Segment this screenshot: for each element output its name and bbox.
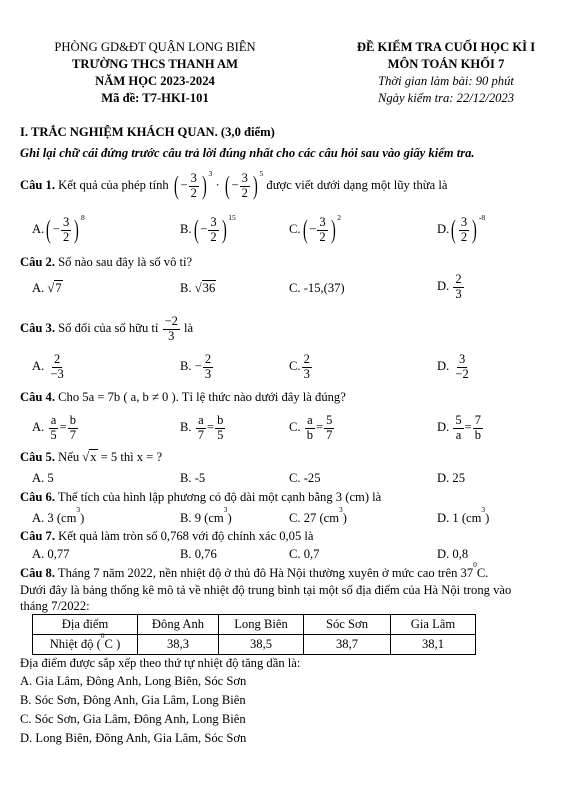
question-label: Câu 7. [20,529,55,543]
exam-duration: Thời gian làm bài: 90 phút [378,74,514,88]
multiply-dot: · [215,178,220,193]
q3-option-a: A. $\frac{2}{-3}$ [32,352,64,381]
table-cell: Nhiệt độ ($^0$C ) [33,635,138,655]
q8-option-b: B. Sóc Sơn, Đông Anh, Gia Lâm, Long Biên [20,693,246,707]
q7-option-d: D. 0,8 [437,547,469,561]
minus-sign: − [231,178,239,193]
q1-option-c: C.( − $\frac{3}{2}$ ) $^2$ [289,212,342,245]
table-cell: 38,1 [391,635,476,655]
question-text-end: được viết dưới dạng một lũy thừa là [266,178,448,193]
table-cell: Long Biên [219,615,304,635]
exam-title: ĐỀ KIỂM TRA CUỐI HỌC KÌ I [356,40,536,54]
question-text: Thể tích của hình lập phương có độ dài một cạnh bằng 3 (cm) là [57,490,382,504]
question-8-line2: Dưới đây là bảng thống kê mô tả về nhiệt độ trung bình tại một số địa điểm của Hà Nội trong vào [20,583,512,597]
table-cell: Gia Lâm [391,615,476,635]
q8-option-d: D. Long Biên, Đông Anh, Gia Lâm, Sóc Sơn [20,731,247,745]
question-4 [20,390,346,405]
department-name: PHÒNG GD&ĐT QUẬN LONG BIÊN [54,40,256,54]
q8-option-a: A. Gia Lâm, Đông Anh, Long Biên, Sóc Sơn [20,674,247,688]
exponent: 5 [259,168,264,178]
temperature-table [32,614,476,655]
q7-option-c: C. 0,7 [289,547,320,561]
q8-option-c: C. Sóc Sơn, Gia Lâm, Đông Anh, Long Biên [20,712,246,726]
q4-option-c: C. $\frac{a}{b}$ = $\frac{5}{7}$ [289,413,333,442]
q6-option-c: C. 27 $(cm^3)$ [289,505,347,526]
table-cell: 38,3 [138,635,219,655]
section-instruction: Ghi lại chữ cái đứng trước câu trả lời đúng nhất cho các câu hỏi sau vào giấy kiểm tra. [20,146,475,160]
question-3: Câu 3. Số đối của số hữu tỉ $\frac{-2}{3}$ là [20,314,194,343]
question-7 [20,529,314,544]
q2-option-b: B. √36 [180,281,216,295]
question-label: Câu 6. [20,490,55,504]
q4-option-d: D. $\frac{5}{a}$ = $\frac{7}{b}$ [437,413,482,442]
q2-option-d: D. $\frac{2}{3}$ [437,272,462,301]
q3-option-b: B. − $\frac{2}{3}$ [180,352,212,381]
table-row [33,635,476,655]
q3-option-d: D. $\frac{3}{-2}$ [437,352,469,381]
question-2 [20,255,192,270]
q7-option-b: B. 0,76 [180,547,217,561]
question-8: Câu 8. Tháng 7 năm 2022, nền nhiệt độ ở thủ đô Hà Nội thường xuyên ở mức cao trên $37^0C$. [20,560,489,581]
q4-option-a: A. $\frac{a}{5}$ = $\frac{b}{7}$ [32,413,77,442]
exam-date: Ngày kiểm tra: 22/12/2023 [377,91,515,105]
question-text: Kết quả làm tròn số 0,768 với độ chính xác 0,05 là [58,529,314,543]
table-header-row [33,615,476,635]
question-8-prompt: Địa điểm được sắp xếp theo thứ tự nhiệt độ tăng dần là: [20,656,301,670]
exponent: 3 [208,168,213,178]
q5-option-d: D. 25 [437,471,465,485]
question-text: Kết quả của phép tính [58,178,169,193]
question-label: Câu 1. [20,178,55,193]
question-5: Câu 5. Nếu √x = 5 thì x = ? [20,450,163,464]
q6-option-b: B. 9 $(cm^3)$ [180,505,232,526]
q6-option-a: A. 3 $(cm^3)$ [32,505,85,526]
q5-option-c: C. -25 [289,471,321,485]
q1-option-b: B.( − $\frac{3}{2}$ ) $^{15}$ [180,212,236,245]
header-left [20,40,290,108]
question-label: Câu 8. [20,566,55,581]
question-1: Câu 1. Kết quả của phép tính ( − $\frac{3}{2}$ ) $^3$ · ( − $\frac{3}{2}$ ) $^5$ được viết dưới dạng một lũy thừa là [20,168,448,201]
q6-option-d: D. 1 $(cm^3)$ [437,505,490,526]
fraction: $\frac{3}{2}$ [190,171,197,200]
q2-option-a: A. √7 [32,281,62,295]
section-title: I. TRẮC NGHIỆM KHÁCH QUAN. (3,0 điểm) [20,125,275,139]
question-text: Số nào sau đây là số vô tỉ? [58,255,193,269]
question-label: Câu 4. [20,390,55,404]
question-label: Câu 5. [20,450,55,464]
question-text: Cho 5a = 7b ( a, b ≠ 0 ). Tỉ lệ thức nào dưới đây là đúng? [58,390,346,404]
table-cell: Sóc Sơn [304,615,391,635]
q3-option-c: C. $\frac{2}{3}$ [289,352,310,381]
question-label: Câu 3. [20,321,55,336]
question-label: Câu 2. [20,255,55,269]
q5-option-b: B. -5 [180,471,206,485]
q1-option-d: D.( $\frac{3}{2}$ ) $^{-8}$ [437,212,486,245]
school-name: TRƯỜNG THCS THANH AM [72,57,238,71]
q4-option-b: B. $\frac{a}{7}$ = $\frac{b}{5}$ [180,413,224,442]
school-year: NĂM HỌC 2023-2024 [95,74,215,88]
q2-option-c: C. -15,(37) [289,281,345,295]
question-text: Số đối của số hữu tỉ [58,321,159,336]
question-6 [20,490,381,505]
q1-option-a: A.( − $\frac{3}{2}$ ) $^8$ [32,212,85,245]
q7-option-a: A. 0,77 [32,547,70,561]
exam-code: Mã đề: T7-HKI-101 [101,91,209,105]
fraction: $\frac{3}{2}$ [241,171,248,200]
table-cell: 38,5 [219,635,304,655]
minus-sign: − [180,178,188,193]
header-right [316,40,576,108]
table-cell: Đông Anh [138,615,219,635]
table-cell: 38,7 [304,635,391,655]
subject-title: MÔN TOÁN KHỐI 7 [387,57,505,71]
table-cell: Địa điểm [33,615,138,635]
q5-option-a: A. 5 [32,471,54,485]
question-8-line3: tháng 7/2022: [20,599,90,613]
